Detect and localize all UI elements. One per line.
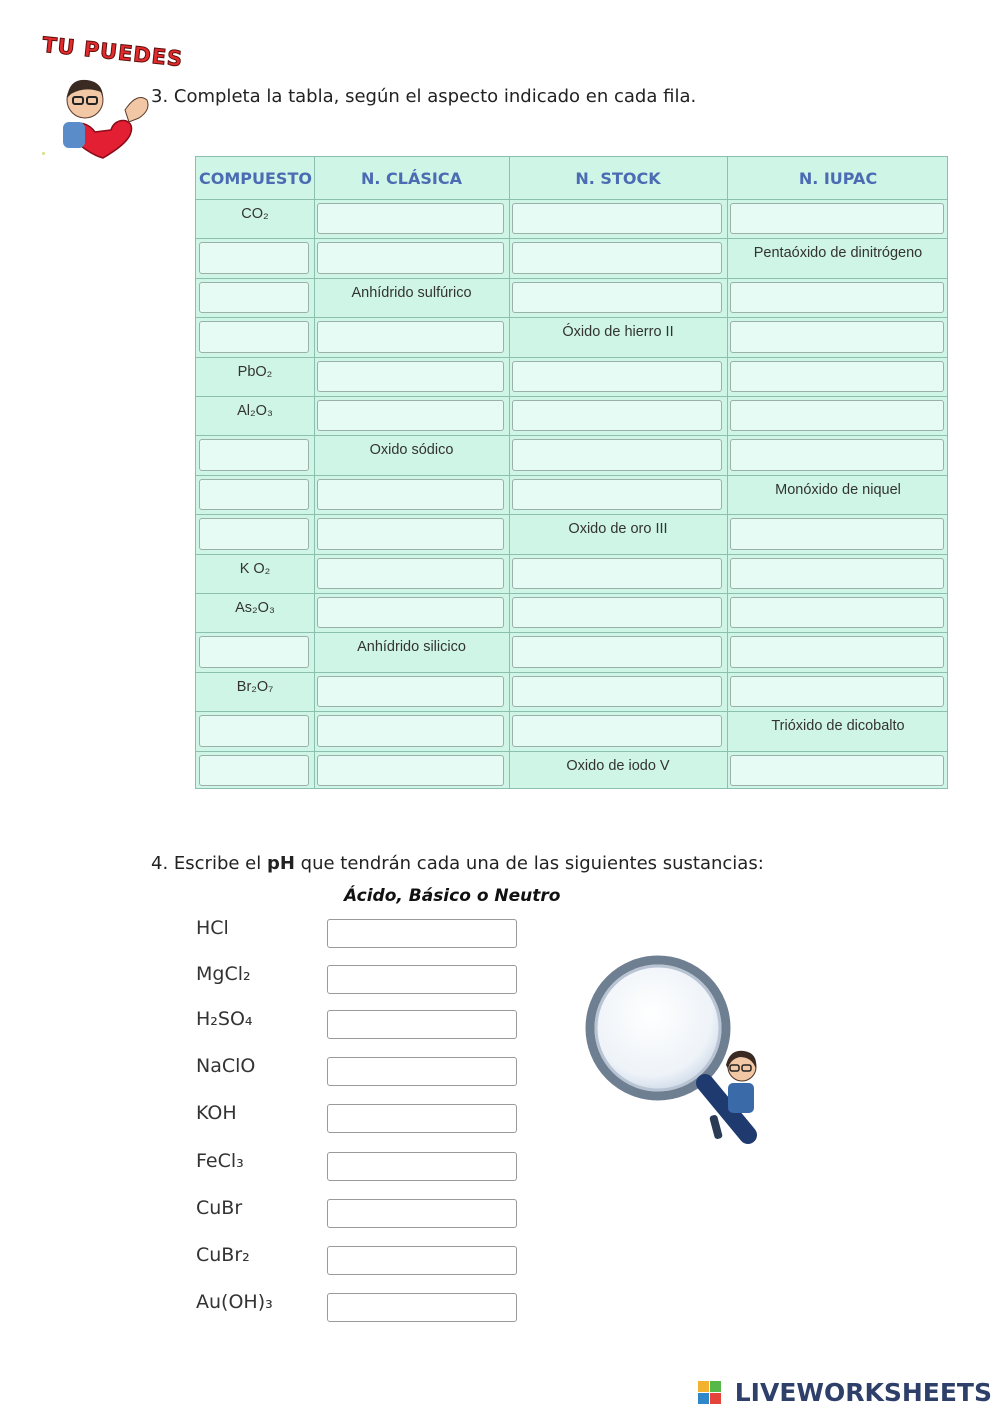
answer-input[interactable] bbox=[317, 242, 504, 273]
answer-input[interactable] bbox=[512, 361, 722, 392]
ph-formula: KOH bbox=[196, 1102, 237, 1124]
answer-input[interactable] bbox=[317, 558, 504, 589]
answer-input[interactable] bbox=[512, 597, 722, 628]
answer-input[interactable] bbox=[199, 282, 309, 313]
answer-input[interactable] bbox=[730, 755, 944, 786]
ph-answer-input[interactable] bbox=[327, 965, 517, 994]
ph-answer-input[interactable] bbox=[327, 1104, 517, 1133]
answer-input[interactable] bbox=[199, 439, 309, 470]
cell-text: Br₂O₇ bbox=[236, 678, 274, 695]
answer-input[interactable] bbox=[512, 715, 722, 746]
answer-input[interactable] bbox=[317, 597, 504, 628]
answer-input[interactable] bbox=[317, 676, 504, 707]
row-divider bbox=[196, 278, 947, 279]
cell-text: Oxido de oro III bbox=[568, 521, 668, 538]
question-3-title: 3. Completa la tabla, según el aspecto indicado en cada fila. bbox=[151, 86, 697, 107]
cell-text: Oxido sódico bbox=[369, 442, 454, 459]
answer-input[interactable] bbox=[730, 518, 944, 549]
row-divider bbox=[196, 317, 947, 318]
question-4-title: 4. Escribe el pH que tendrán cada una de las siguientes sustancias: bbox=[151, 853, 764, 874]
ph-formula: Au(OH)₃ bbox=[196, 1291, 273, 1313]
answer-input[interactable] bbox=[512, 479, 722, 510]
answer-input[interactable] bbox=[199, 518, 309, 549]
answer-input[interactable] bbox=[730, 636, 944, 667]
liveworksheets-logo-icon bbox=[698, 1381, 722, 1405]
liveworksheets-brand: LIVEWORKSHEETS bbox=[734, 1378, 992, 1407]
answer-input[interactable] bbox=[730, 558, 944, 589]
cell-text: Anhídrido silicico bbox=[357, 639, 466, 656]
row-divider bbox=[196, 199, 947, 200]
answer-input[interactable] bbox=[730, 400, 944, 431]
answer-input[interactable] bbox=[199, 242, 309, 273]
row-divider bbox=[196, 435, 947, 436]
ph-formula: NaClO bbox=[196, 1055, 256, 1077]
answer-input[interactable] bbox=[199, 715, 309, 746]
answer-input[interactable] bbox=[730, 597, 944, 628]
answer-input[interactable] bbox=[317, 321, 504, 352]
header-clasica: N. CLÁSICA bbox=[361, 168, 462, 188]
row-divider bbox=[196, 514, 947, 515]
answer-input[interactable] bbox=[317, 755, 504, 786]
answer-input[interactable] bbox=[199, 321, 309, 352]
row-divider bbox=[196, 238, 947, 239]
row-divider bbox=[196, 396, 947, 397]
ph-answer-input[interactable] bbox=[327, 1057, 517, 1086]
ph-answer-input[interactable] bbox=[327, 1152, 517, 1181]
answer-input[interactable] bbox=[730, 321, 944, 352]
answer-input[interactable] bbox=[317, 361, 504, 392]
answer-input[interactable] bbox=[512, 242, 722, 273]
answer-input[interactable] bbox=[730, 676, 944, 707]
decor-dot bbox=[42, 152, 45, 155]
cell-text: CO₂ bbox=[241, 206, 269, 222]
ph-answer-input[interactable] bbox=[327, 1010, 517, 1039]
answer-input[interactable] bbox=[730, 439, 944, 470]
answer-input[interactable] bbox=[730, 203, 944, 234]
ph-formula: CuBr bbox=[196, 1197, 243, 1219]
answer-input[interactable] bbox=[512, 439, 722, 470]
row-divider bbox=[196, 475, 947, 476]
row-divider bbox=[196, 554, 947, 555]
ph-answer-input[interactable] bbox=[327, 1246, 517, 1275]
logo-text: TU PUEDES bbox=[41, 32, 185, 72]
answer-input[interactable] bbox=[512, 676, 722, 707]
ph-answer-input[interactable] bbox=[327, 1199, 517, 1228]
answer-input[interactable] bbox=[730, 282, 944, 313]
answer-input[interactable] bbox=[317, 715, 504, 746]
cell-text: PbO₂ bbox=[237, 363, 273, 380]
ph-formula: H₂SO₄ bbox=[196, 1008, 253, 1030]
ph-answer-input[interactable] bbox=[327, 919, 517, 948]
answer-input[interactable] bbox=[512, 203, 722, 234]
cell-text: Monóxido de niquel bbox=[775, 481, 901, 498]
answer-input[interactable] bbox=[317, 479, 504, 510]
magnifier-icon bbox=[580, 955, 770, 1150]
ph-answer-input[interactable] bbox=[327, 1293, 517, 1322]
ph-formula: CuBr₂ bbox=[196, 1244, 250, 1266]
answer-input[interactable] bbox=[317, 518, 504, 549]
cell-text: Anhídrido sulfúrico bbox=[351, 284, 472, 301]
row-divider bbox=[196, 632, 947, 633]
nomenclature-table bbox=[195, 156, 948, 789]
cell-text: Oxido de iodo V bbox=[566, 757, 670, 774]
ph-formula: MgCl₂ bbox=[196, 963, 251, 985]
cell-text: Pentaóxido de dinitrógeno bbox=[753, 245, 923, 262]
answer-input[interactable] bbox=[512, 558, 722, 589]
cell-text: Trióxido de dicobalto bbox=[771, 718, 905, 735]
answer-input[interactable] bbox=[730, 361, 944, 392]
answer-input[interactable] bbox=[317, 400, 504, 431]
ph-subtitle: Ácido, Básico o Neutro bbox=[344, 886, 561, 906]
row-divider bbox=[196, 593, 947, 594]
row-divider bbox=[196, 357, 947, 358]
cell-text: Al₂O₃ bbox=[237, 403, 273, 419]
answer-input[interactable] bbox=[512, 282, 722, 313]
answer-input[interactable] bbox=[199, 479, 309, 510]
row-divider bbox=[196, 672, 947, 673]
cell-text: Óxido de hierro II bbox=[562, 324, 674, 341]
answer-input[interactable] bbox=[199, 636, 309, 667]
ph-formula: HCl bbox=[196, 917, 229, 939]
header-iupac: N. IUPAC bbox=[798, 168, 878, 188]
answer-input[interactable] bbox=[512, 636, 722, 667]
cell-text: K O₂ bbox=[239, 560, 271, 577]
avatar-strong-icon bbox=[55, 70, 155, 160]
row-divider bbox=[196, 751, 947, 752]
answer-input[interactable] bbox=[199, 755, 309, 786]
answer-input[interactable] bbox=[512, 400, 722, 431]
header-compuesto: COMPUESTO bbox=[199, 168, 312, 188]
header-stock: N. STOCK bbox=[575, 168, 661, 188]
cell-text: As₂O₃ bbox=[235, 600, 275, 616]
ph-formula: FeCl₃ bbox=[196, 1150, 244, 1172]
row-divider bbox=[196, 711, 947, 712]
answer-input[interactable] bbox=[317, 203, 504, 234]
